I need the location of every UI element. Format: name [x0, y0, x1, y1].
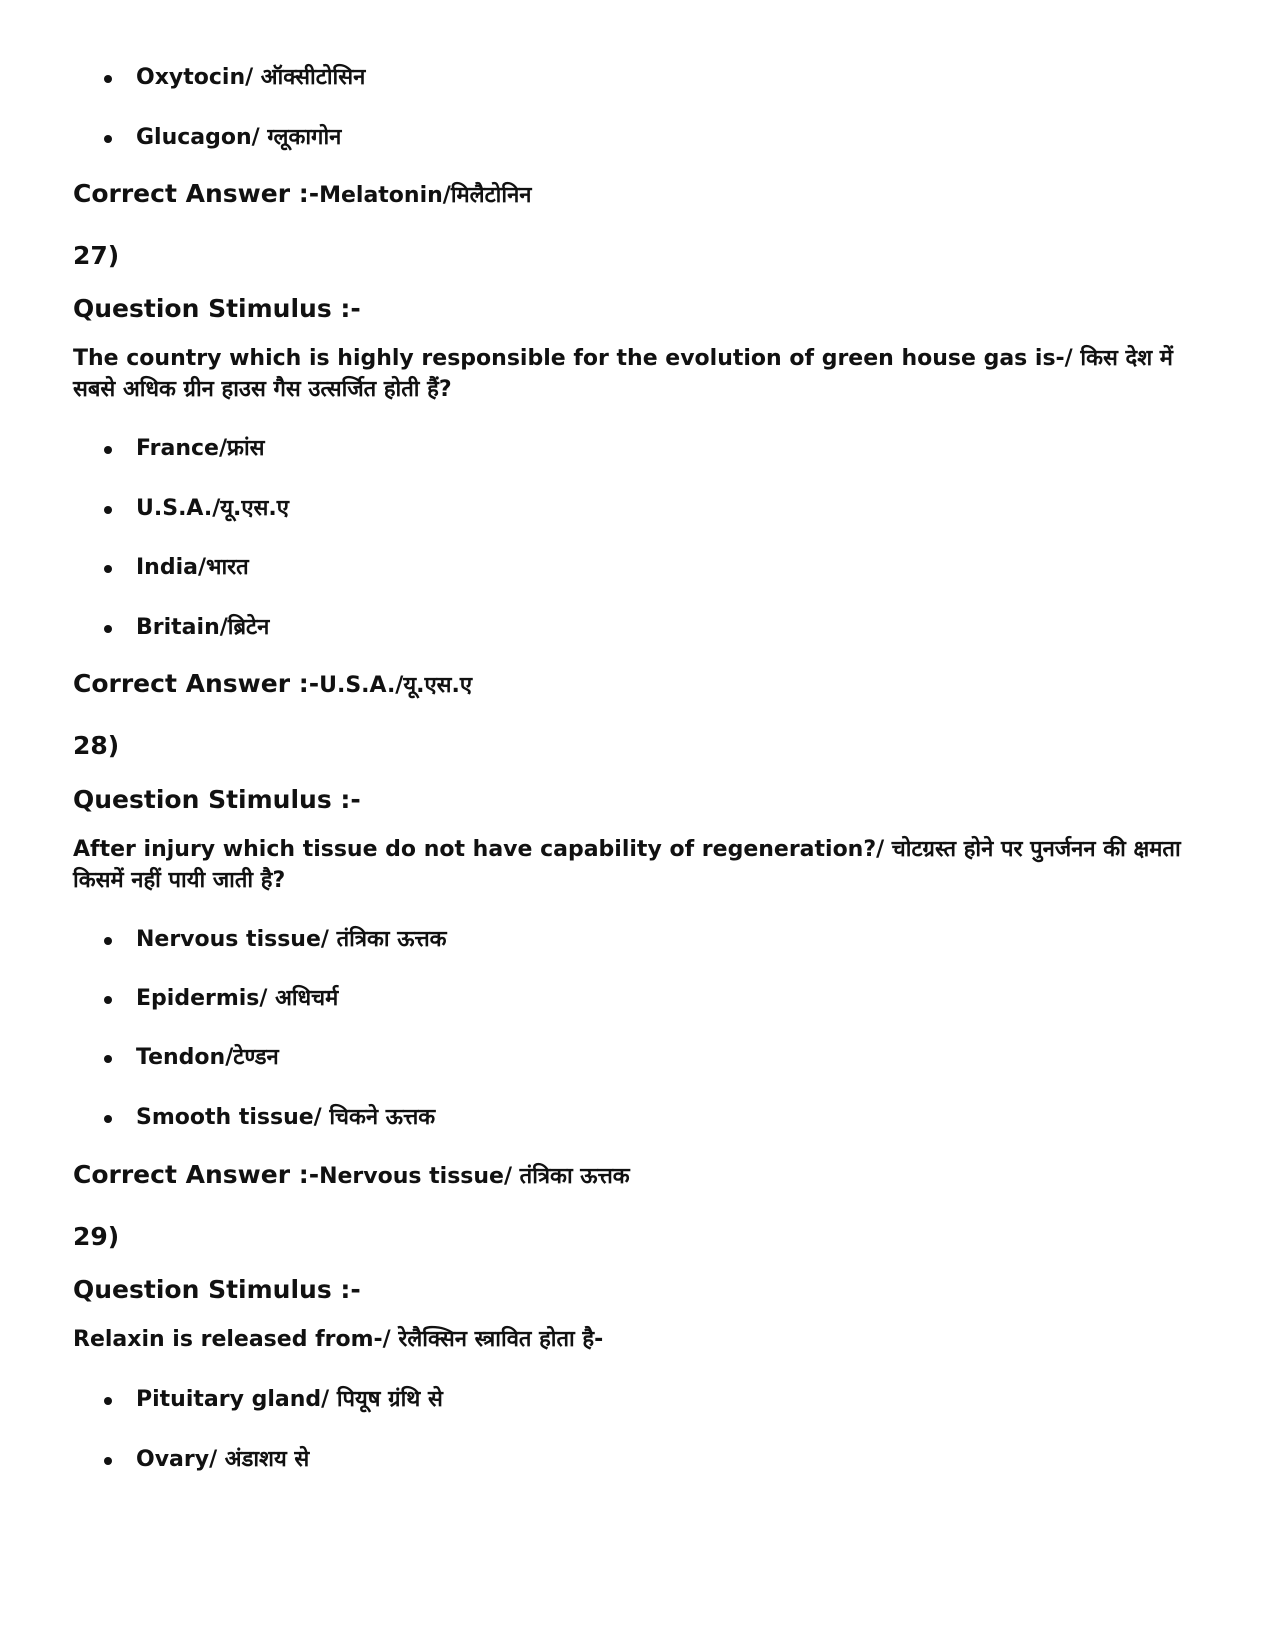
- bullet-icon: [104, 937, 112, 945]
- bullet-icon: [104, 1457, 112, 1465]
- bullet-icon: [104, 565, 112, 573]
- option-text: Tendon/टेण्डन: [136, 1045, 279, 1070]
- option-text: Nervous tissue/ तंत्रिका ऊत्तक: [136, 927, 447, 952]
- question-stimulus-label: Question Stimulus :-: [73, 294, 361, 323]
- question-text: The country which is highly responsible for the evolution of green house gas is-/ किस देश में सबसे अधिक ग्रीन हाउस गैस उत्सर्जित होती हैं?: [73, 346, 1173, 402]
- correct-answer-value: U.S.A./यू.एस.ए: [319, 673, 473, 698]
- bullet-icon: [104, 446, 112, 454]
- bullet-icon: [104, 1055, 112, 1063]
- bullet-icon: [104, 135, 112, 143]
- bullet-icon: [104, 1397, 112, 1405]
- option-text: India/भारत: [136, 555, 249, 580]
- option-text: Glucagon/ ग्लूकागोन: [136, 125, 342, 150]
- correct-answer: [73, 179, 532, 211]
- question-stimulus-label: Question Stimulus :-: [73, 1275, 361, 1304]
- correct-answer-value: Melatonin/मिलैटोनिन: [319, 183, 532, 208]
- correct-answer-label: Correct Answer :-: [73, 179, 320, 208]
- correct-answer: [73, 669, 472, 701]
- option-text: Epidermis/ अधिचर्म: [136, 986, 339, 1011]
- option-text: France/फ्रांस: [136, 436, 265, 461]
- correct-answer: [73, 1160, 630, 1192]
- question-stimulus-label: Question Stimulus :-: [73, 785, 361, 814]
- correct-answer-label: Correct Answer :-: [73, 1160, 320, 1189]
- option-text: Ovary/ अंडाशय से: [136, 1447, 310, 1472]
- option-text: Pituitary gland/ पियूष ग्रंथि से: [136, 1387, 443, 1412]
- question-number: 28): [73, 731, 120, 760]
- option-text: Smooth tissue/ चिकने ऊत्तक: [136, 1105, 436, 1130]
- correct-answer-label: Correct Answer :-: [73, 669, 320, 698]
- bullet-icon: [104, 506, 112, 514]
- bullet-icon: [104, 625, 112, 633]
- question-text: Relaxin is released from-/ रेलैक्सिन स्त्रावित होता है-: [73, 1327, 604, 1352]
- question-number: 29): [73, 1222, 120, 1251]
- bullet-icon: [104, 1115, 112, 1123]
- question-number: 27): [73, 241, 120, 270]
- bullet-icon: [104, 75, 112, 83]
- option-text: Oxytocin/ ऑक्सीटोसिन: [136, 65, 366, 90]
- option-text: U.S.A./यू.एस.ए: [136, 496, 289, 521]
- option-text: Britain/ब्रिटेन: [136, 615, 270, 640]
- question-text: After injury which tissue do not have capability of regeneration?/ चोटग्रस्त होने पर पुनर्जनन की क्षमता किसमें नहीं पायी जाती है?: [73, 837, 1181, 893]
- bullet-icon: [104, 996, 112, 1004]
- correct-answer-value: Nervous tissue/ तंत्रिका ऊत्तक: [319, 1164, 630, 1189]
